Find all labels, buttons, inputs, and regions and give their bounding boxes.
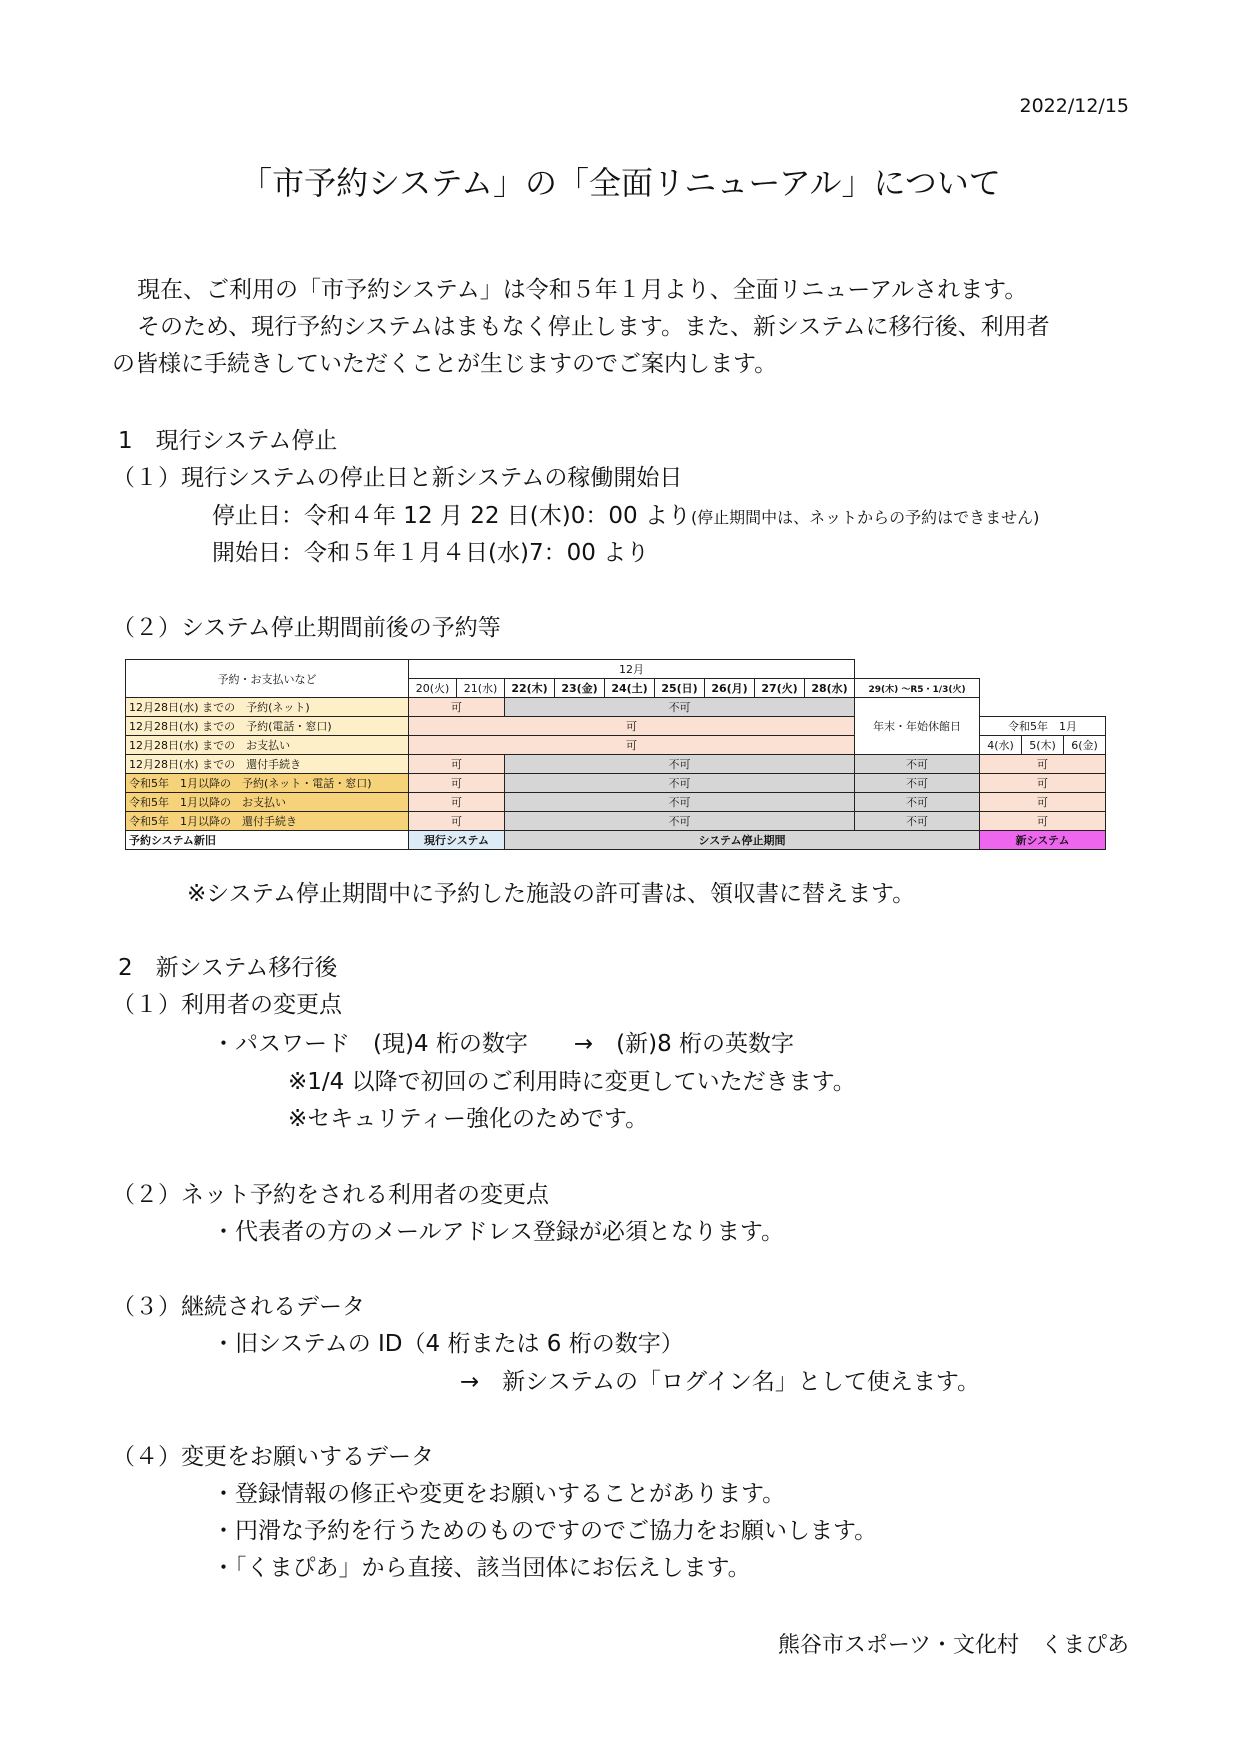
row-label: 令和5年 1月以降の 還付手続き <box>126 812 409 831</box>
date-25: 25(日) <box>655 679 705 698</box>
cell-new-allowed: 可 <box>980 755 1106 774</box>
cell-not-allowed: 不可 <box>505 793 855 812</box>
jan-date-6: 6(金) <box>1064 736 1106 755</box>
schedule-table <box>125 659 1106 850</box>
id-usage: → 新システムの「ログイン名」として使えます。 <box>460 1369 980 1395</box>
intro-line-2: そのため、現行予約システムはまもなく停止します。また、新システムに移行後、利用者 <box>137 314 1050 340</box>
section-2-sub-2: （２）ネット予約をされる利用者の変更点 <box>112 1182 549 1208</box>
closed-label: 年末・年始休館日 <box>855 698 980 755</box>
cell-new-allowed: 可 <box>980 793 1106 812</box>
cell-new-allowed: 可 <box>980 812 1106 831</box>
cell-not-allowed: 不可 <box>505 698 855 717</box>
date-23: 23(金) <box>555 679 605 698</box>
cell-allowed: 可 <box>409 774 505 793</box>
month-january: 令和5年 1月 <box>980 717 1106 736</box>
password-change: ・パスワード (現)4 桁の数字 → (新)8 桁の英数字 <box>212 1031 795 1057</box>
intro-line-1: 現在、ご利用の「市予約システム」は令和５年１月より、全面リニューアルされます。 <box>137 277 1028 303</box>
cell-not-allowed: 不可 <box>505 755 855 774</box>
cell-not-allowed: 不可 <box>505 812 855 831</box>
cell-allowed: 可 <box>409 812 505 831</box>
section-2-sub-4: （４）変更をお願いするデータ <box>112 1444 434 1470</box>
section-1-sub-1: （１）現行システムの停止日と新システムの稼働開始日 <box>112 465 683 491</box>
email-requirement: ・代表者の方のメールアドレス登録が必須となります。 <box>212 1219 785 1245</box>
issuer: 熊谷市スポーツ・文化村 くまぴあ <box>777 1633 1129 1658</box>
cell-allowed: 可 <box>409 736 855 755</box>
section-1-heading: 1 現行システム停止 <box>118 428 338 454</box>
header-label: 予約・お支払いなど <box>126 660 409 698</box>
date-28: 28(水) <box>805 679 855 698</box>
footer-current-system: 現行システム <box>409 831 505 850</box>
request-bullet-1: ・登録情報の修正や変更をお願いすることがあります。 <box>212 1481 786 1507</box>
jan-date-5: 5(木) <box>1022 736 1064 755</box>
cell-allowed: 可 <box>409 755 505 774</box>
date-20: 20(火) <box>409 679 457 698</box>
cell-allowed: 可 <box>409 793 505 812</box>
row-label: 令和5年 1月以降の 予約(ネット・電話・窓口) <box>126 774 409 793</box>
document-date: 2022/12/15 <box>1019 95 1129 117</box>
cell-closed-not-allowed: 不可 <box>855 793 980 812</box>
row-label: 12月28日(水) までの 予約(ネット) <box>126 698 409 717</box>
intro-line-3: の皆様に手続きしていただくことが生じますのでご案内します。 <box>112 351 778 377</box>
footer-new-system: 新システム <box>980 831 1106 850</box>
section-2-sub-3: （３）継続されるデータ <box>112 1294 365 1320</box>
stop-date-line <box>212 499 1039 535</box>
request-bullet-3: ・「くまぴあ」から直接、該当団体にお伝えします。 <box>212 1555 751 1581</box>
password-note-2: ※セキュリティー強化のためです。 <box>288 1106 649 1132</box>
cell-allowed: 可 <box>409 698 505 717</box>
table-note: ※システム停止期間中に予約した施設の許可書は、領収書に替えます。 <box>187 881 916 907</box>
month-december: 12月 <box>409 660 855 679</box>
cell-allowed: 可 <box>409 717 855 736</box>
cell-new-allowed: 可 <box>980 774 1106 793</box>
footer-stop-period: システム停止期間 <box>505 831 980 850</box>
stop-date-note: (停止期間中は、ネットからの予約はできません) <box>690 508 1040 527</box>
cell-closed-not-allowed: 不可 <box>855 812 980 831</box>
request-bullet-2: ・円滑な予約を行うためのものですのでご協力をお願いします。 <box>212 1518 878 1544</box>
row-label: 12月28日(水) までの 還付手続き <box>126 755 409 774</box>
section-2-sub-1: （１）利用者の変更点 <box>112 992 342 1018</box>
cell-not-allowed: 不可 <box>505 774 855 793</box>
section-1-sub-2: （２）システム停止期間前後の予約等 <box>112 615 501 641</box>
cell-closed-not-allowed: 不可 <box>855 774 980 793</box>
start-date: 開始日：令和５年１月４日(水)7：00 より <box>212 540 650 566</box>
row-label: 12月28日(水) までの お支払い <box>126 736 409 755</box>
date-21: 21(水) <box>457 679 505 698</box>
row-label: 令和5年 1月以降の お支払い <box>126 793 409 812</box>
date-27: 27(火) <box>755 679 805 698</box>
date-22: 22(木) <box>505 679 555 698</box>
footer-row-label: 予約システム新旧 <box>126 831 409 850</box>
cell-closed-not-allowed: 不可 <box>855 755 980 774</box>
row-label: 12月28日(水) までの 予約(電話・窓口) <box>126 717 409 736</box>
old-id: ・旧システムの ID（4 桁または 6 桁の数字） <box>212 1331 684 1357</box>
section-2-heading: 2 新システム移行後 <box>118 955 338 981</box>
stop-date: 停止日：令和４年 12 月 22 日(木)0：00 より <box>212 503 691 529</box>
closed-period-header: 29(木) ～R5・1/3(火) <box>855 679 980 698</box>
page-title: 「市予約システム」の「全面リニューアル」について <box>240 164 1001 202</box>
date-24: 24(土) <box>605 679 655 698</box>
password-note-1: ※1/4 以降で初回のご利用時に変更していただきます。 <box>288 1069 856 1095</box>
jan-date-4: 4(水) <box>980 736 1022 755</box>
date-26: 26(月) <box>705 679 755 698</box>
